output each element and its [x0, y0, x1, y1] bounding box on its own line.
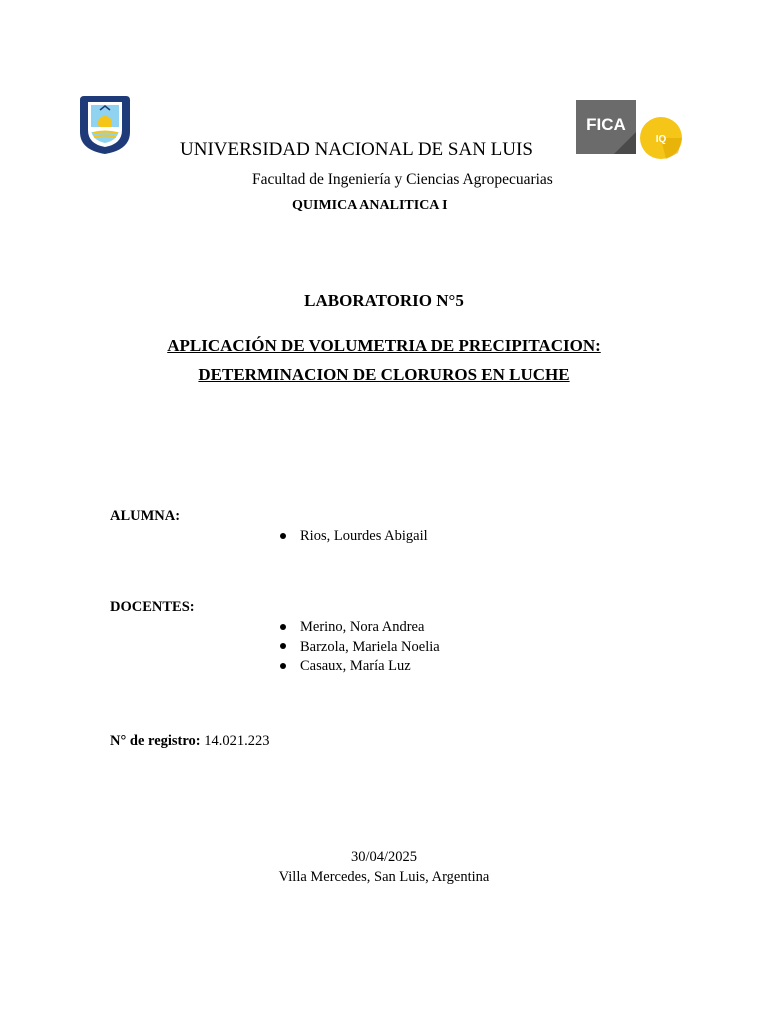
registration-line — [110, 733, 270, 750]
bullet-icon — [280, 624, 286, 630]
lab-title: LABORATORIO N°5 — [304, 291, 464, 310]
student-label: ALUMNA: — [110, 508, 181, 524]
bullet-icon — [280, 533, 286, 539]
list-item: Rios, Lourdes Abigail — [278, 527, 428, 547]
registration-label: N° de registro: — [110, 733, 201, 749]
university-name: UNIVERSIDAD NACIONAL DE SAN LUIS — [180, 139, 533, 160]
document-title-line-1: APLICACIÓN DE VOLUMETRIA DE PRECIPITACION: — [167, 336, 601, 355]
faculty-name: Facultad de Ingeniería y Ciencias Agropecuarias — [252, 171, 553, 188]
teachers-list — [278, 618, 440, 677]
place: Villa Mercedes, San Luis, Argentina — [278, 869, 490, 885]
registration-value: 14.021.223 — [204, 733, 270, 749]
teachers-label: DOCENTES: — [110, 599, 195, 615]
list-item: Casaux, María Luz — [278, 657, 440, 677]
document-title-line-2: DETERMINACION DE CLORUROS EN LUCHE — [198, 365, 570, 384]
bullet-icon — [280, 643, 286, 649]
bullet-icon — [280, 663, 286, 669]
iq-logo-text: IQ — [655, 134, 667, 145]
fica-logo-text: FICA — [586, 115, 626, 134]
list-item: Merino, Nora Andrea — [278, 618, 440, 638]
list-item: Barzola, Mariela Noelia — [278, 638, 440, 658]
unsl-shield-logo-icon — [78, 92, 132, 156]
student-list — [278, 527, 428, 547]
fica-iq-logo-icon — [574, 98, 686, 160]
course-name: QUIMICA ANALITICA I — [292, 198, 448, 213]
date: 30/04/2025 — [350, 849, 418, 865]
